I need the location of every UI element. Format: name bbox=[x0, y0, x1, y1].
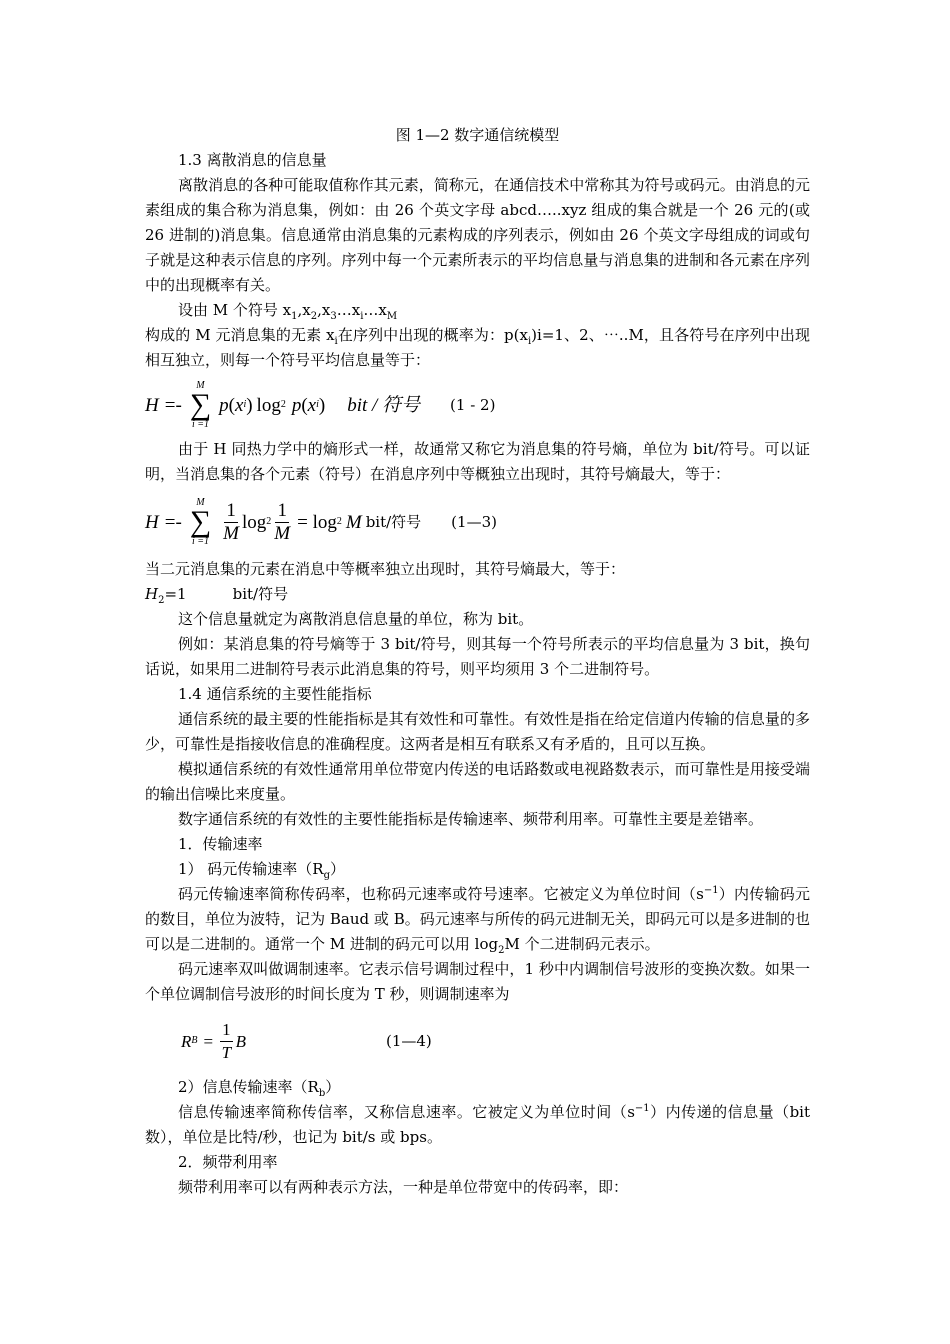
document-body bbox=[145, 123, 810, 1200]
paragraph: 例如：某消息集的符号熵等于 3 bit/符号，则其每一个符号所表示的平均信息量为 3 bit，换句话说，如果用二进制符号表示此消息集的符号，则平均须用 3 个二进制符号。 bbox=[145, 635, 810, 678]
paragraph: 由于 H 同热力学中的熵形式一样，故通常又称它为消息集的符号熵，单位为 bit/符号。可以证明，当消息集的各个元素（符号）在消息序列中等概独立出现时，其符号熵最大，等于： bbox=[145, 440, 810, 483]
paragraph: 通信系统的最主要的性能指标是其有效性和可靠性。有效性是指在给定信道内传输的信息量的多少，可靠性是指接收信息的准确程度。这两者是相互有联系又有矛盾的，且可以互换。 bbox=[145, 710, 810, 753]
summation-symbol: M ∑ i =1 bbox=[189, 497, 212, 547]
paragraph: 模拟通信系统的有效性通常用单位带宽内传送的电话路数或电视路数表示，而可靠性是用接受端的输出信噪比来度量。 bbox=[145, 760, 810, 803]
equation-1-2: H =- M ∑ i =1 p ( x i ) log 2 p ( x i ) bit / 符号 (1 - 2) bbox=[145, 380, 496, 430]
paragraph-symbol-set: 设由 M 个符号 $x_1,x_2,x_3\dots x_i\dots x_M$ bbox=[178, 301, 398, 322]
list-item-info-rate: 2）信息传输速率$(R_b)$ bbox=[178, 1078, 341, 1099]
equation-h2: $H_2=1$ bit/符号 bbox=[145, 585, 289, 606]
paragraph: 这个信息量就定为离散消息信息量的单位，称为 bit。 bbox=[178, 610, 534, 628]
paragraph: 频带利用率可以有两种表示方法，一种是单位带宽中的传码率，即： bbox=[178, 1178, 629, 1196]
paragraph: 离散消息的各种可能取值称作其元素，简称元，在通信技术中常称其为符号或码元。由消息的元素组成的集合称为消息集，例如：由 26 个英文字母 abcd…..xyz 组成的集合就是一个 26 元的(或 26 进制的)消息集。信息通常由消息集的元素构成的序列表示，例如由 26 个英文字母组成的词或句子就是这种表示信息的序列。序列中每一个元素所表示的平均信息量与消息集的进制和各元素在序列中的出现概率有关。 bbox=[145, 176, 810, 294]
section-heading-1-4: 1.4 通信系统的主要性能指标 bbox=[178, 685, 372, 703]
paragraph-baud: 码元传输速率简称传码率，也称码元速率或符号速率。它被定义为单位时间$(s^{-1})$内传输码元的数目，单位为波特，记为 Baud 或 B。码元速率与所传的码元进制无关，即码元可以是多进制的也可以是二进制的。通常一个 M 进制的码元可以用 $\log_2M$ 个二进制码元表示。 bbox=[145, 885, 810, 956]
paragraph: 码元速率双叫做调制速率。它表示信号调制过程中，1 秒中内调制信号波形的变换次数。如果一个单位调制信号波形的时间长度为 T 秒，则调制速率为 bbox=[145, 960, 810, 1003]
paragraph: 当二元消息集的元素在消息中等概率独立出现时，其符号熵最大，等于： bbox=[145, 560, 626, 578]
section-heading-1-3: 1.3 离散消息的信息量 bbox=[178, 151, 327, 169]
list-item-symbol-rate: 1） 码元传输速率$(R_g)$ bbox=[178, 860, 346, 881]
paragraph-probability: 构成的 M 元消息集的无素 $x_i$在序列中出现的概率为：$p(x_i)i=1$、2、⋯..M，且各符号在序列中出现相互独立，则每一个符号平均信息量等于： bbox=[145, 326, 811, 369]
list-item-band-utilization: 2．频带利用率 bbox=[178, 1153, 278, 1171]
summation-symbol: M ∑ i =1 bbox=[189, 380, 212, 430]
equation-1-4: R B = $\frac{1}{T}$ B (1—4) bbox=[181, 1019, 432, 1062]
paragraph-info-rate: 信息传输速率简称传信率，又称信息速率。它被定义为单位时间$(s^{-1})$内传递的信息量（bit 数），单位是比特/秒，也记为 bit/s 或 bps。 bbox=[145, 1103, 811, 1146]
fraction: $\frac{1}{M}$ bbox=[223, 499, 239, 544]
fraction: $\frac{1}{M}$ bbox=[274, 499, 291, 544]
figure-caption: 图 1—2 数字通信统模型 bbox=[395, 126, 560, 144]
fraction: $\frac{1}{T}$ bbox=[221, 1019, 232, 1062]
list-item-transmission-rate: 1．传输速率 bbox=[178, 835, 263, 853]
paragraph: 数字通信系统的有效性的主要性能指标是传输速率、频带利用率。可靠性主要是差错率。 bbox=[178, 810, 764, 828]
equation-1-3: H =- M ∑ i =1 $\frac{1}{M}$ log 2 $\frac{1}{M}$ = log 2 M bit/符号 (1—3) bbox=[145, 497, 497, 547]
